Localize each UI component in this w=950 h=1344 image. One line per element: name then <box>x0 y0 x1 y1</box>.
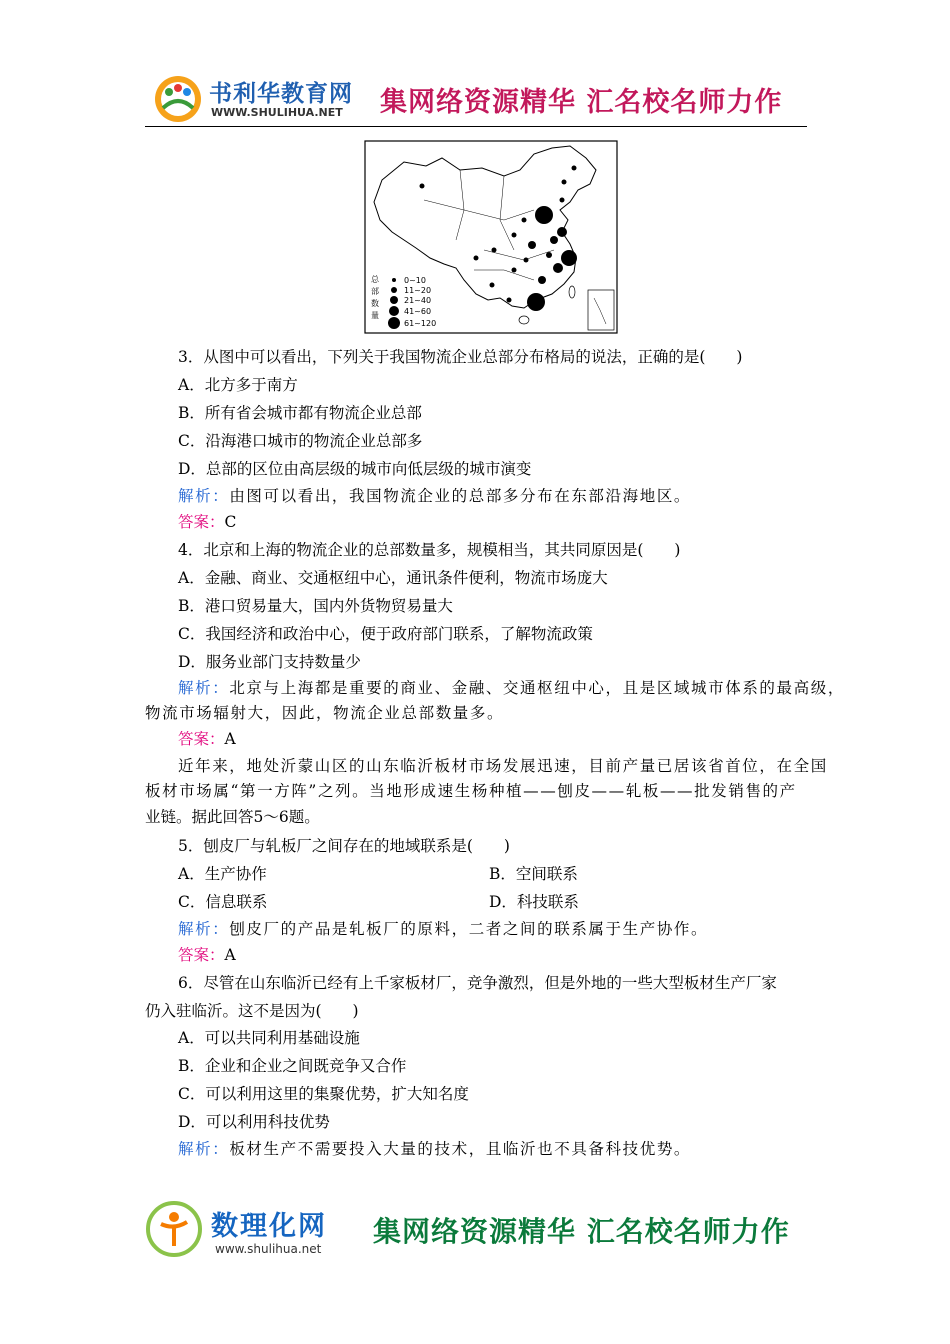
passage-line1: 近年来，地处沂蒙山区的山东临沂板材市场发展迅速，目前产量已居该省首位，在全国 <box>178 757 828 775</box>
q6-option-d: D．可以利用科技优势 <box>178 1113 330 1131</box>
q3-option-d: D．总部的区位由高层级的城市向低层级的城市演变 <box>178 460 532 478</box>
q5-options-row2 <box>178 889 843 915</box>
footer-slogan: 集网络资源精华 汇名校名师力作 <box>373 1215 790 1248</box>
legend-title: 总部数量 <box>371 275 379 320</box>
q5-stem: 5．刨皮厂与轧板厂之间存在的地域联系是( ) <box>178 837 510 855</box>
q5-option-b: B．空间联系 <box>489 865 578 883</box>
q4-analysis-line1: 解析：北京与上海都是重要的商业、金融、交通枢纽中心，且是区域城市体系的最高级， <box>178 679 845 697</box>
q4-option-a: A．金融、商业、交通枢纽中心，通讯条件便利，物流市场庞大 <box>178 569 608 587</box>
legend-item: 0~10 <box>404 276 426 285</box>
q6-analysis: 解析：板材生产不需要投入大量的技术，且临沂也不具备科技优势。 <box>178 1140 692 1158</box>
q4-analysis-line2: 物流市场辐射大，因此，物流企业总部数量多。 <box>145 704 505 722</box>
passage-line3: 业链。据此回答5～6题。 <box>145 808 320 826</box>
legend-item: 61~120 <box>404 319 437 328</box>
q5-option-a: A．生产协作 <box>178 865 267 883</box>
q5-option-d: D．科技联系 <box>489 893 579 911</box>
shulihua-footer-logo-icon <box>145 1200 203 1258</box>
q3-option-c: C．沿海港口城市的物流企业总部多 <box>178 432 423 450</box>
q4-option-c: C．我国经济和政治中心，便于政府部门联系，了解物流政策 <box>178 625 593 643</box>
q4-stem: 4．北京和上海的物流企业的总部数量多，规模相当，其共同原因是( ) <box>178 541 681 559</box>
q6-option-a: A．可以共同利用基础设施 <box>178 1029 360 1047</box>
passage-line2: 板材市场属“第一方阵”之列。当地形成速生杨种植——刨皮——轧板——批发销售的产 <box>145 782 797 800</box>
q3-answer: 答案：C <box>178 513 237 531</box>
q3-stem: 3．从图中可以看出，下列关于我国物流企业总部分布格局的说法，正确的是( ) <box>178 348 743 366</box>
footer-url[interactable]: www.shulihua.net <box>215 1242 322 1256</box>
q6-stem-line2: 仍入驻临沂。这不是因为( ) <box>145 1002 359 1020</box>
china-logistics-hq-map <box>364 140 618 334</box>
header-url[interactable]: WWW.SHULIHUA.NET <box>211 106 343 119</box>
q4-option-b: B．港口贸易量大，国内外货物贸易量大 <box>178 597 453 615</box>
page-footer <box>145 1196 810 1258</box>
legend-item: 11~20 <box>404 286 432 295</box>
q6-stem-line1: 6．尽管在山东临沂已经有上千家板材厂，竞争激烈，但是外地的一些大型板材生产厂家 <box>178 974 777 992</box>
q5-answer: 答案：A <box>178 946 236 964</box>
shulihua-logo-icon <box>153 74 203 124</box>
q5-option-c: C．信息联系 <box>178 893 268 911</box>
legend-item: 41~60 <box>404 307 432 316</box>
header-divider <box>145 126 807 127</box>
header-slogan: 集网络资源精华 汇名校名师力作 <box>380 87 783 118</box>
q6-option-b: B．企业和企业之间既竞争又合作 <box>178 1057 407 1075</box>
q3-option-b: B．所有省会城市都有物流企业总部 <box>178 404 422 422</box>
q4-answer: 答案：A <box>178 730 236 748</box>
q3-option-a: A．北方多于南方 <box>178 376 298 394</box>
q4-option-d: D．服务业部门支持数量少 <box>178 653 361 671</box>
q5-analysis: 解析：刨皮厂的产品是轧板厂的原料，二者之间的联系属于生产协作。 <box>178 920 709 938</box>
q5-options-row1 <box>178 861 843 887</box>
legend-item: 21~40 <box>404 296 432 305</box>
q6-option-c: C．可以利用这里的集聚优势，扩大知名度 <box>178 1085 469 1103</box>
header-brand: 书利华教育网 <box>209 81 353 107</box>
q3-analysis: 解析：由图可以看出，我国物流企业的总部多分布在东部沿海地区。 <box>178 487 692 505</box>
page-header <box>145 66 810 128</box>
footer-brand: 数理化网 <box>211 1211 327 1242</box>
